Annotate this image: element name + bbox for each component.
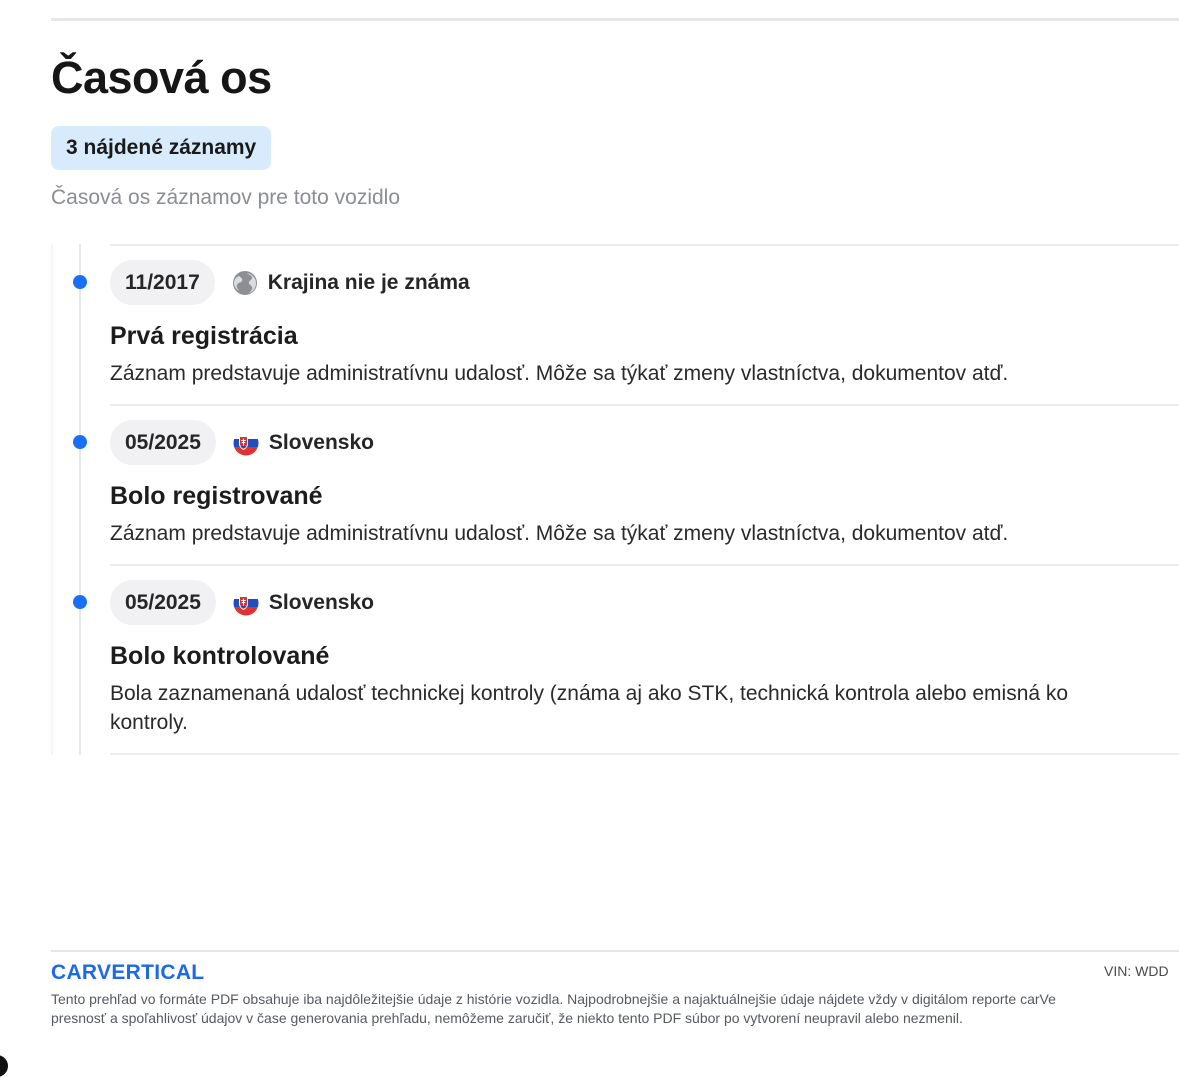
slovakia-flag-icon bbox=[233, 430, 259, 456]
entry-description-line-2: kontroly. bbox=[110, 711, 188, 734]
country-name: Slovensko bbox=[268, 590, 374, 614]
entry-description bbox=[110, 359, 1179, 388]
country-label bbox=[233, 590, 374, 616]
page-title: Časová os bbox=[51, 52, 272, 103]
entry-description bbox=[110, 519, 1179, 548]
timeline bbox=[51, 244, 1179, 755]
entry-description bbox=[110, 679, 1179, 737]
country-name: Krajina nie je známa bbox=[267, 270, 470, 294]
timeline-dot bbox=[73, 275, 87, 289]
timeline-entry bbox=[110, 564, 1179, 755]
timeline-dot bbox=[73, 595, 87, 609]
timeline-line bbox=[79, 244, 81, 755]
entry-title: Bolo kontrolované bbox=[110, 642, 330, 670]
vin-caption: VIN: bbox=[1104, 963, 1132, 979]
timeline-entry bbox=[110, 244, 1179, 404]
country-label bbox=[233, 430, 374, 456]
date-pill: 05/2025 bbox=[110, 580, 216, 625]
date-pill: 05/2025 bbox=[110, 420, 216, 465]
vin-label bbox=[1104, 963, 1169, 979]
vin-value: WDD bbox=[1135, 963, 1169, 979]
date-pill: 11/2017 bbox=[110, 260, 215, 305]
carvertical-logo: CARVERTICAL bbox=[51, 961, 205, 984]
entry-meta bbox=[110, 580, 1179, 625]
slovakia-flag-icon bbox=[233, 590, 259, 616]
top-divider bbox=[51, 18, 1179, 21]
entry-title: Prvá registrácia bbox=[110, 322, 298, 350]
timeline-dot bbox=[73, 435, 87, 449]
entry-description-line: Bola zaznamenaná udalosť technickej kontroly (známa aj ako STK, technická kontrola alebo emisná ko bbox=[110, 682, 1069, 705]
section-subtitle: Časová os záznamov pre toto vozidlo bbox=[51, 186, 401, 209]
timeline-edge bbox=[51, 244, 53, 755]
entry-meta bbox=[110, 420, 1179, 465]
entry-description-line: Záznam predstavuje administratívnu udalosť. Môže sa týkať zmeny vlastníctva, dokumentov atď. bbox=[110, 362, 1009, 385]
timeline-entry bbox=[110, 404, 1179, 564]
footer-divider bbox=[51, 950, 1179, 952]
country-name: Slovensko bbox=[268, 430, 374, 454]
disclaimer-line: presnosť a spoľahlivosť údajov v čase generovania prehľadu, nemôžeme zaručiť, že niekto tento PDF súbor po vytvorení neupravil alebo nezmenil. bbox=[51, 1010, 963, 1026]
entry-description-line: Záznam predstavuje administratívnu udalosť. Môže sa týkať zmeny vlastníctva, dokumentov atď. bbox=[110, 522, 1009, 545]
records-count-badge: 3 nájdené záznamy bbox=[51, 126, 271, 170]
footer-disclaimer bbox=[51, 990, 1056, 1028]
entry-meta bbox=[110, 260, 1179, 305]
globe-icon bbox=[232, 270, 258, 296]
entry-title: Bolo registrované bbox=[110, 482, 323, 510]
disclaimer-line: Tento prehľad vo formáte PDF obsahuje iba najdôležitejšie údaje z histórie vozidla. Najpodrobnejšie a najaktuálnejšie údaje nájdete vždy v digitálom reporte carVe bbox=[51, 991, 1056, 1007]
country-label bbox=[232, 270, 470, 296]
corner-mark bbox=[0, 1055, 8, 1077]
